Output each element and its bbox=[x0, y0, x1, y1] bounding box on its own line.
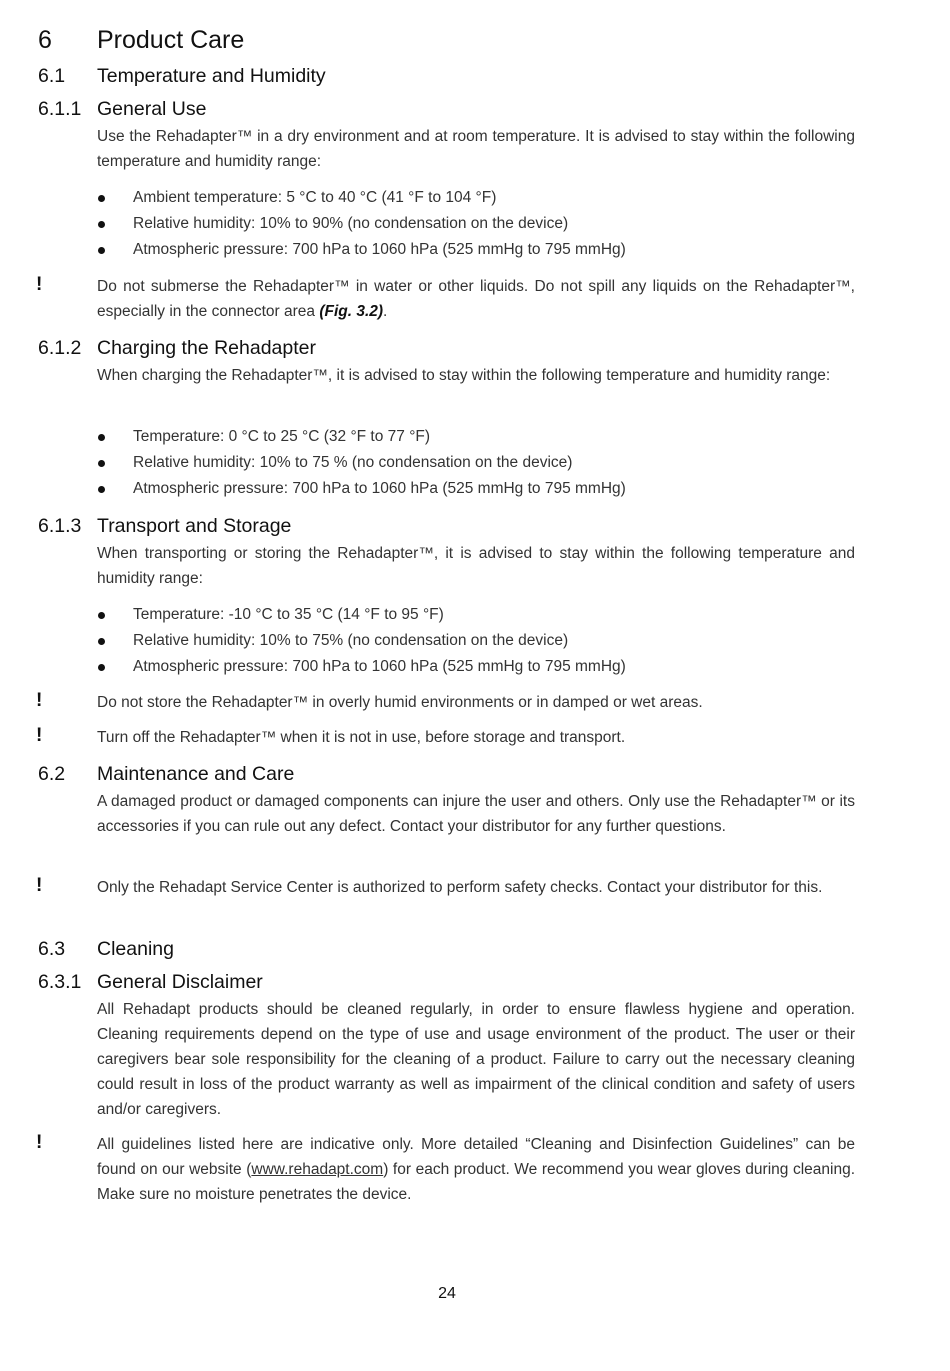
chapter-heading bbox=[38, 26, 244, 55]
bullet-icon bbox=[98, 460, 105, 467]
list-item: Ambient temperature: 5 °C to 40 °C (41 °F to 104 °F) bbox=[97, 185, 855, 211]
list-item: Relative humidity: 10% to 75% (no condensation on the device) bbox=[97, 628, 855, 654]
list-item: Atmospheric pressure: 700 hPa to 1060 hPa (525 mmHg to 795 mmHg) bbox=[97, 237, 855, 263]
bullet-icon bbox=[98, 638, 105, 645]
charging-bullet-list bbox=[97, 424, 855, 502]
section-title: General Disclaimer bbox=[97, 971, 263, 993]
warning-icon: ! bbox=[36, 274, 43, 295]
website-link[interactable]: www.rehadapt.com bbox=[251, 1161, 384, 1178]
section-heading-6-3-1 bbox=[38, 971, 263, 994]
warning-guidelines-text: All guidelines listed here are indicative only. More detailed “Cleaning and Disinfection Guidelines” can be found on our website (www.rehadapt.com) for each product. We recommend you wear gloves during cleaning. Make sure no moisture penetrates the device. bbox=[97, 1136, 855, 1203]
section-number: 6.2 bbox=[38, 763, 66, 785]
list-item: Temperature: 0 °C to 25 °C (32 °F to 77 °F) bbox=[97, 424, 855, 450]
warning-icon: ! bbox=[36, 875, 43, 896]
section-title: General Use bbox=[97, 98, 207, 120]
section-title: Charging the Rehadapter bbox=[97, 337, 316, 359]
section-number: 6.1.1 bbox=[38, 98, 82, 120]
warning-icon: ! bbox=[36, 690, 43, 711]
chapter-title: Product Care bbox=[97, 26, 245, 54]
general-use-paragraph: Use the Rehadapter™ in a dry environment and at room temperature. It is advised to stay within the following temperature and humidity range: bbox=[97, 128, 855, 170]
section-heading-6-1-1 bbox=[38, 98, 206, 121]
section-heading-6-1 bbox=[38, 65, 326, 88]
section-title: Maintenance and Care bbox=[97, 763, 295, 785]
list-item: Temperature: -10 °C to 35 °C (14 °F to 95 °F) bbox=[97, 602, 855, 628]
section-heading-6-1-2 bbox=[38, 337, 316, 360]
warning-humid-text: Do not store the Rehadapter™ in overly humid environments or in damped or wet areas. bbox=[97, 694, 703, 711]
warning-icon: ! bbox=[36, 725, 43, 746]
section-number: 6.1 bbox=[38, 65, 66, 87]
section-number: 6.3.1 bbox=[38, 971, 82, 993]
figure-reference: (Fig. 3.2) bbox=[319, 303, 384, 320]
bullet-icon bbox=[98, 664, 105, 671]
maintenance-paragraph: A damaged product or damaged components can injure the user and others. Only use the Rehadapter™ or its accessories if you can rule out any defect. Contact your distributor for any further questions. bbox=[97, 793, 855, 835]
list-item: Atmospheric pressure: 700 hPa to 1060 hPa (525 mmHg to 795 mmHg) bbox=[97, 654, 855, 680]
general-use-bullet-list bbox=[97, 185, 855, 263]
section-heading-6-1-3 bbox=[38, 515, 291, 538]
chapter-number: 6 bbox=[38, 26, 52, 54]
section-title: Cleaning bbox=[97, 938, 174, 960]
section-title: Transport and Storage bbox=[97, 515, 292, 537]
page-number: 24 bbox=[438, 1285, 456, 1302]
section-title: Temperature and Humidity bbox=[97, 65, 326, 87]
charging-paragraph: When charging the Rehadapter™, it is advised to stay within the following temperature and humidity range: bbox=[97, 367, 831, 384]
list-item: Relative humidity: 10% to 75 % (no condensation on the device) bbox=[97, 450, 855, 476]
bullet-icon bbox=[98, 434, 105, 441]
warning-turn-off-text: Turn off the Rehadapter™ when it is not in use, before storage and transport. bbox=[97, 729, 626, 746]
bullet-icon bbox=[98, 486, 105, 493]
section-number: 6.3 bbox=[38, 938, 66, 960]
list-item: Atmospheric pressure: 700 hPa to 1060 hPa (525 mmHg to 795 mmHg) bbox=[97, 476, 855, 502]
section-heading-6-3 bbox=[38, 938, 174, 961]
bullet-icon bbox=[98, 221, 105, 228]
list-item: Relative humidity: 10% to 90% (no condensation on the device) bbox=[97, 211, 855, 237]
transport-bullet-list bbox=[97, 602, 855, 680]
bullet-icon bbox=[98, 195, 105, 202]
warning-liquids-text: Do not submerse the Rehadapter™ in water or other liquids. Do not spill any liquids on the Rehadapter™, especially in the connector area (Fig. 3.2). bbox=[97, 278, 855, 320]
transport-paragraph: When transporting or storing the Rehadapter™, it is advised to stay within the following temperature and humidity range: bbox=[97, 545, 855, 587]
warning-safety-checks-text: Only the Rehadapt Service Center is authorized to perform safety checks. Contact your distributor for this. bbox=[97, 879, 823, 896]
warning-icon: ! bbox=[36, 1132, 43, 1153]
section-heading-6-2 bbox=[38, 763, 294, 786]
section-number: 6.1.2 bbox=[38, 337, 82, 359]
bullet-icon bbox=[98, 247, 105, 254]
bullet-icon bbox=[98, 612, 105, 619]
section-number: 6.1.3 bbox=[38, 515, 82, 537]
disclaimer-paragraph: All Rehadapt products should be cleaned regularly, in order to ensure flawless hygiene and operation. Cleaning requirements depend on the type of use and usage environment of the product. The user or their caregivers bear sole responsibility for the cleaning of a product. Failure to carry out the necessary cleaning could result in loss of the product warranty as well as impairment of the clinical condition and safety of users and/or caregivers. bbox=[97, 1001, 855, 1118]
